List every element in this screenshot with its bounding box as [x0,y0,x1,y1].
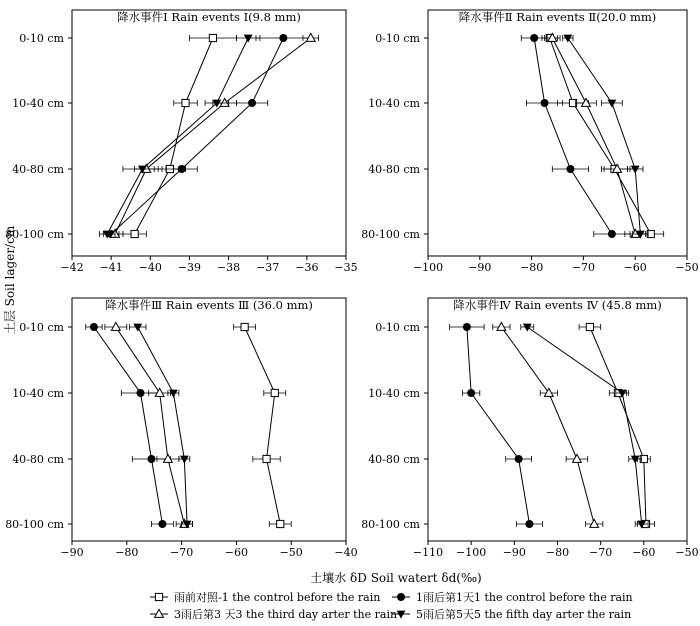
y-tick-label: 0-10 cm [375,321,420,334]
y-tick-label: 10-40 cm [368,97,420,110]
series-line [501,327,594,524]
data-point [586,323,593,330]
panel-title: 降水事件Ⅳ Rain events Ⅳ (45.8 mm) [453,298,662,312]
data-point [631,456,640,464]
data-point [241,323,248,330]
x-tick-label: −41 [99,261,123,274]
data-point [463,323,471,331]
data-point [563,35,572,43]
x-tick-label: −90 [502,546,526,559]
data-point [515,455,523,463]
series-s2 [450,323,543,528]
x-tick-label: −37 [256,261,280,274]
series-s2 [103,34,310,238]
data-point [573,454,582,462]
x-tick-label: −90 [468,261,492,274]
data-point [607,100,616,108]
y-tick-label: 0-10 cm [19,32,64,45]
x-tick-label: −42 [60,261,84,274]
data-point [277,520,284,527]
y-tick-label: 40-80 cm [368,453,420,466]
data-point [244,35,253,43]
y-tick-label: 40-80 cm [368,163,420,176]
series-s4 [521,324,648,529]
data-point [133,324,142,332]
panel-1 [5,10,357,274]
x-tick-label: −39 [177,261,202,274]
x-tick-label: −70 [169,546,194,559]
y-tick-label: 10-40 cm [12,387,64,400]
y-tick-label: 80-100 cm [5,518,64,531]
data-point [220,98,229,106]
x-tick-label: −80 [545,546,570,559]
x-axis-label: 土壤水 δD Soil watert δd(‰) [310,571,482,585]
series-line [467,327,530,524]
x-tick-label: −40 [334,546,358,559]
y-axis-label: 土层 Soil lager/cm [3,225,17,335]
data-point [590,519,599,527]
series-line [115,38,311,234]
series-line [116,327,185,524]
data-point [523,324,532,332]
legend-label: 5雨后第5天5 the fifth day arter the rain [416,608,632,621]
x-tick-label: −80 [519,261,544,274]
x-tick-label: −70 [571,261,596,274]
data-point [467,389,475,397]
x-tick-label: −70 [589,546,613,559]
series-line [111,38,283,234]
legend-item-s1 [150,590,380,604]
data-point [582,98,591,106]
data-point [180,456,189,464]
panel-title: 降水事件Ⅱ Rain events Ⅱ(20.0 mm) [458,10,657,24]
y-tick-label: 40-80 cm [12,163,64,176]
y-tick-label: 80-100 cm [361,518,420,531]
data-point [306,33,315,41]
legend-item-s2 [392,591,633,604]
y-tick-label: 10-40 cm [12,97,64,110]
series-s4 [563,35,648,239]
x-tick-label: −35 [334,261,358,274]
data-point [279,34,287,42]
series-line [94,327,163,524]
data-point [137,389,145,397]
x-tick-label: −40 [138,261,162,274]
series-s1 [542,34,664,237]
data-point [158,520,166,528]
legend [150,590,633,621]
legend-item-s4 [392,608,631,621]
legend-marker [155,609,164,617]
series-line [135,38,213,234]
panel-2 [361,10,698,274]
data-point [608,230,616,238]
series-s4 [130,324,193,529]
legend-label: 3雨后第3 天3 the third day arter the rain [174,608,398,621]
panel-4 [361,298,698,559]
panel-title: 降水事件Ⅰ Rain events Ⅰ(9.8 mm) [117,10,301,24]
legend-label: 1雨后第1天1 the control before the rain [416,591,633,604]
legend-marker [155,593,162,600]
data-point [530,34,538,42]
data-point [271,389,278,396]
data-point [544,388,553,396]
series-line [590,327,646,524]
data-point [541,99,549,107]
x-tick-label: −100 [412,261,444,274]
plot-frame [72,298,346,541]
y-tick-label: 40-80 cm [12,453,64,466]
y-tick-label: 0-10 cm [375,32,420,45]
x-tick-label: −50 [279,546,303,559]
data-point [131,230,138,237]
series-line [568,38,641,234]
plot-frame [428,10,687,256]
data-point [147,455,155,463]
chart-panels [5,10,698,559]
y-tick-label: 0-10 cm [19,321,64,334]
x-tick-label: −36 [295,261,319,274]
y-tick-label: 80-100 cm [5,228,64,241]
x-tick-label: −60 [632,546,656,559]
data-point [111,322,120,330]
x-tick-label: −110 [412,546,444,559]
panel-3 [5,298,357,559]
series-line [138,327,187,524]
series-line [245,327,281,524]
legend-marker [397,593,405,601]
panel-title: 降水事件Ⅲ Rain events Ⅲ (36.0 mm) [105,298,313,312]
series-s4 [99,35,259,239]
series-s3 [493,322,603,527]
series-s1 [234,323,292,527]
series-s2 [521,34,630,238]
data-point [155,388,164,396]
data-point [248,99,256,107]
series-line [527,327,641,524]
series-s3 [107,33,318,237]
data-point [525,520,533,528]
x-tick-label: −50 [675,546,699,559]
legend-marker [397,611,406,619]
x-tick-label: −80 [115,546,139,559]
series-line [550,38,651,234]
data-point [182,99,189,106]
x-tick-label: −60 [623,261,647,274]
x-tick-label: −90 [60,546,84,559]
legend-label: 雨前对照-1 the control before the rain [174,591,381,604]
data-point [263,455,270,462]
legend-item-s3 [150,608,397,621]
data-point [178,165,186,173]
series-s3 [105,322,193,527]
x-tick-label: −100 [456,546,487,559]
data-point [631,166,640,174]
data-point [566,165,574,173]
data-point [209,34,216,41]
x-tick-label: −60 [224,546,249,559]
series-s1 [579,323,655,527]
series-line [534,38,612,234]
series-s2 [86,323,174,528]
y-tick-label: 80-100 cm [361,228,420,241]
y-tick-label: 10-40 cm [368,387,420,400]
x-tick-label: −38 [216,261,241,274]
x-tick-label: −50 [675,261,699,274]
data-point [497,322,506,330]
data-point [90,323,98,331]
